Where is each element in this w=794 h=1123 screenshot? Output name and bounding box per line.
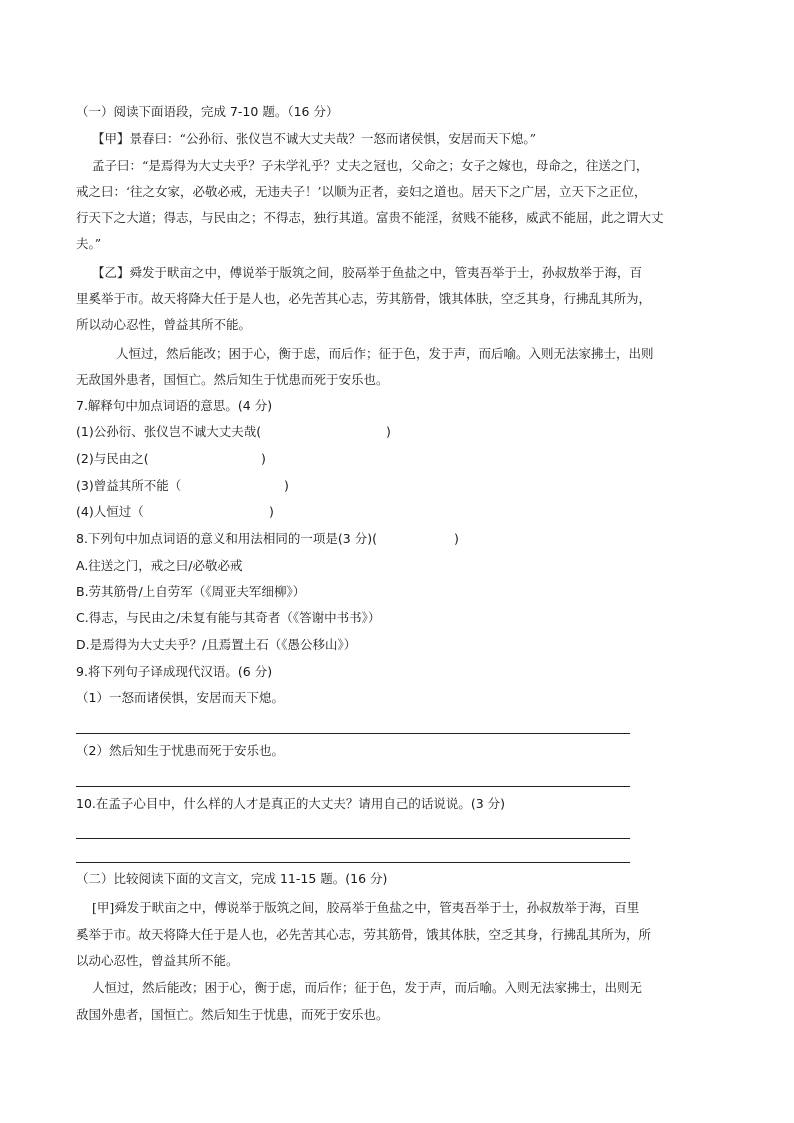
q7-item-4: (4)人恒过（ — [76, 504, 144, 519]
jia-text-line: 行天下之大道；得志，与民由之；不得志，独行其道。富贵不能淫，贫贱不能移，威武不能屈，此之谓大丈 — [76, 210, 664, 225]
answer-line — [76, 838, 630, 839]
q9-stem: 9.将下列句子译成现代汉语。(6 分) — [76, 664, 273, 679]
yi-text-line: 无敌国外患者，国恒亡。然后知生于忧患而死于安乐也。 — [76, 372, 389, 387]
yi-text-line: 人恒过，然后能改；困于心，衡于虑，而后作；征于色，发于声，而后喻。入则无法家拂士，出则 — [116, 346, 654, 361]
q7-item-3: (3)曾益其所不能（ — [76, 478, 182, 493]
section2-text-line: 奚举于市。故天将降大任于是人也，必先苦其心志，劳其筋骨，饿其体肤，空乏其身，行拂乱其所为，所 — [76, 927, 652, 942]
q7-stem: 7.解释句中加点词语的意思。(4 分) — [76, 398, 273, 413]
q7-item-3-close: ) — [284, 478, 289, 493]
answer-line — [76, 733, 630, 734]
q8-stem-close: ) — [454, 531, 459, 546]
jia-text-line: 夫。” — [76, 236, 102, 251]
section2-text-line: 人恒过，然后能改；困于心，衡于虑，而后作；征于色，发于声，而后喻。入则无法家拂士，出则无 — [92, 980, 643, 995]
section2-text-line: [甲]舜发于畎亩之中，傅说举于版筑之间，胶鬲举于鱼盐之中，管夷吾举于士，孙叔敖举于海，百里 — [92, 900, 640, 915]
q9-sentence-2: （2）然后知生于忧患而死于安乐也。 — [76, 743, 284, 758]
jia-text-line: 孟子曰：“是焉得为大丈夫乎？子未学礼乎？丈夫之冠也，父命之；女子之嫁也，母命之，往送之门， — [92, 158, 649, 173]
q7-item-1-close: ) — [386, 424, 391, 439]
q8-option-a: A.往送之门，戒之曰/必敬必戒 — [76, 558, 243, 573]
q7-item-4-close: ) — [269, 504, 274, 519]
yi-text-line: 【乙】舜发于畎亩之中，傅说举于版筑之间，胶鬲举于鱼盐之中，管夷吾举于士，孙叔敖举于海，百 — [92, 265, 643, 280]
yi-text-line: 所以动心忍性，曾益其所不能。 — [76, 317, 252, 332]
yi-text-line: 里奚举于市。故天将降大任于是人也，必先苦其心志，劳其筋骨，饿其体肤，空乏其身，行拂乱其所为， — [76, 291, 652, 306]
answer-line — [76, 786, 630, 787]
section2-heading: （二）比较阅读下面的文言文，完成 11-15 题。(16 分) — [76, 871, 388, 886]
section2-text-line: 敌国外患者，国恒亡。然后知生于忧患，而死于安乐也。 — [76, 1007, 389, 1022]
section1-heading: （一）阅读下面语段，完成 7-10 题。（16 分） — [76, 104, 339, 119]
q9-sentence-1: （1）一怒而诸侯惧，安居而天下熄。 — [76, 690, 284, 705]
q8-option-b: B.劳其筋骨/上自劳军（《周亚夫军细柳》） — [76, 584, 306, 599]
q8-option-c: C.得志，与民由之/未复有能与其奇者（《答谢中书书》） — [76, 610, 381, 625]
q8-stem: 8.下列句中加点词语的意义和用法相同的一项是(3 分)( — [76, 531, 377, 546]
jia-intro: 【甲】景春曰：“公孙衍、张仪岂不诚大丈夫哉？一怒而诸侯惧，安居而天下熄。” — [92, 131, 537, 146]
q7-item-2: (2)与民由之( — [76, 451, 149, 466]
q10-stem: 10.在孟子心目中，什么样的人才是真正的大丈夫？请用自己的话说说。(3 分) — [76, 796, 506, 811]
section2-text-line: 以动心忍性，曾益其所不能。 — [76, 953, 239, 968]
answer-line — [76, 862, 630, 863]
jia-text-line: 戒之曰：‘往之女家，必敬必戒，无违夫子！’以顺为正者，妾妇之道也。居天下之广居，立天下之正位， — [76, 184, 647, 199]
q8-option-d: D.是焉得为大丈夫乎？/且焉置土石（《愚公移山》） — [76, 637, 357, 652]
q7-item-1: (1)公孙衍、张仪岂不诚大丈夫哉( — [76, 424, 262, 439]
q7-item-2-close: ) — [261, 451, 266, 466]
